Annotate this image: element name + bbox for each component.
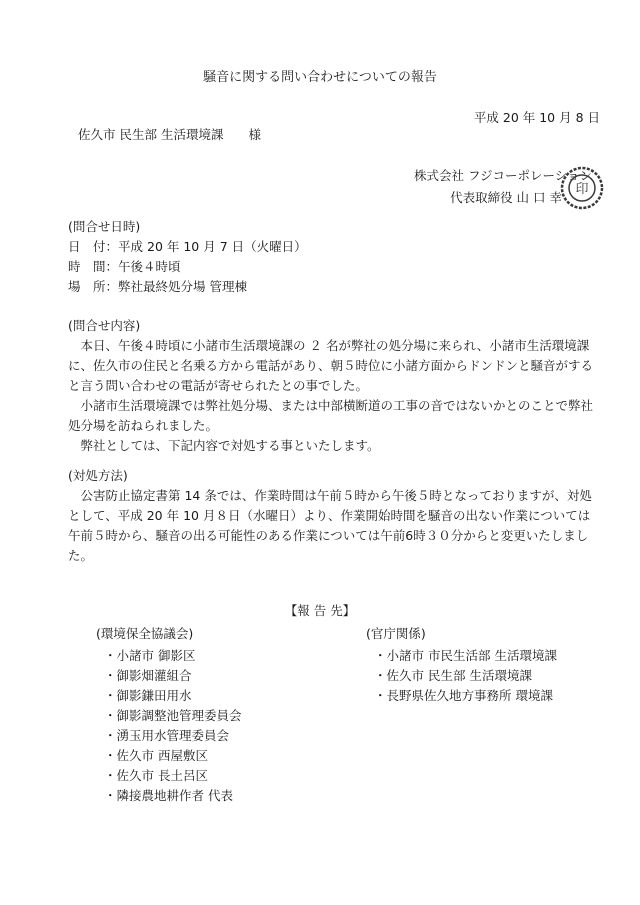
- company-seal-icon: [560, 166, 604, 210]
- inquiry-place-label: 場 所：: [68, 279, 119, 294]
- report-to-item: ・小諸市 御影区: [104, 648, 196, 663]
- inquiry-datetime-section: [68, 217, 598, 297]
- response-heading: (対処方法): [68, 468, 128, 483]
- response-paragraph: 公害防止協定書第 14 条では、作業時間は午前５時から午後５時となっておりますが、対処として、平成 20 年 10 月８日（水曜日）より、作業開始時間を騒音の出ない作業については午前５時から、騒音の出る可能性のある作業については午前6時３０分からと変更いたしました。: [68, 488, 592, 563]
- report-to-left-column: [96, 624, 242, 806]
- inquiry-date-value: 平成 20 年 10 月 7 日（火曜日）: [118, 239, 307, 254]
- report-to-left-label: (環境保全協議会): [96, 626, 194, 641]
- inquiry-date-label: 日 付：: [68, 239, 119, 254]
- report-to-right-column: [366, 624, 557, 706]
- inquiry-content-heading: (問合せ内容): [68, 318, 141, 333]
- inquiry-datetime-heading: (問合せ日時): [68, 219, 141, 234]
- report-to-item: ・佐久市 西屋敷区: [104, 748, 208, 763]
- report-to-item: ・隣接農地耕作者 代表: [104, 788, 233, 803]
- inquiry-content-section: [68, 316, 598, 456]
- report-to-item: ・湧玉用水管理委員会: [104, 728, 230, 743]
- report-to-item: ・佐久市 民生部 生活環境課: [374, 668, 532, 683]
- inquiry-time-label: 時 間：: [68, 259, 119, 274]
- inquiry-time-row: [68, 257, 598, 277]
- inquiry-place-row: [68, 277, 598, 297]
- report-to-item: ・御影畑灌組合: [104, 668, 192, 683]
- inquiry-time-value: 午後４時頃: [118, 259, 181, 274]
- inquiry-date-row: [68, 237, 598, 257]
- inquiry-place-value: 弊社最終処分場 管理棟: [118, 279, 247, 294]
- inquiry-paragraph: 弊社としては、下記内容で対処する事といたします。: [80, 438, 380, 453]
- report-to-title: 【報 告 先】: [284, 603, 356, 618]
- response-section: [68, 466, 598, 566]
- document-title: 騒音に関する問い合わせについての報告: [203, 70, 437, 85]
- seal-text: 印: [575, 182, 589, 197]
- report-to-item: ・御影調整池管理委員会: [104, 708, 242, 723]
- sender-representative: 代表取締役 山 口 幸: [450, 190, 562, 205]
- report-to-item: ・小諸市 市民生活部 生活環境課: [374, 648, 557, 663]
- document-date: 平成 20 年 10 月 8 日: [473, 110, 600, 125]
- recipient: 佐久市 民生部 生活環境課 様: [78, 127, 261, 142]
- inquiry-paragraph: 小諸市生活環境課では弊社処分場、または中部横断道の工事の音ではないかとのことで弊社処分場を訪ねられました。: [68, 398, 594, 433]
- inquiry-paragraph: 本日、午後４時頃に小諸市生活環境課の ２ 名が弊社の処分場に来られ、小諸市生活環境課に、佐久市の住民と名乗る方から電話があり、朝５時位に小諸方面からドンドンと騒音がすると言う問い合わせの電話が寄せられたとの事でした。: [68, 338, 594, 393]
- sender-company: 株式会社 フジコーポレーション: [414, 168, 592, 183]
- report-to-item: ・佐久市 長土呂区: [104, 768, 208, 783]
- report-to-item: ・長野県佐久地方事務所 環境課: [374, 688, 553, 703]
- report-to-item: ・御影鎌田用水: [104, 688, 192, 703]
- report-to-right-label: (官庁関係): [366, 626, 426, 641]
